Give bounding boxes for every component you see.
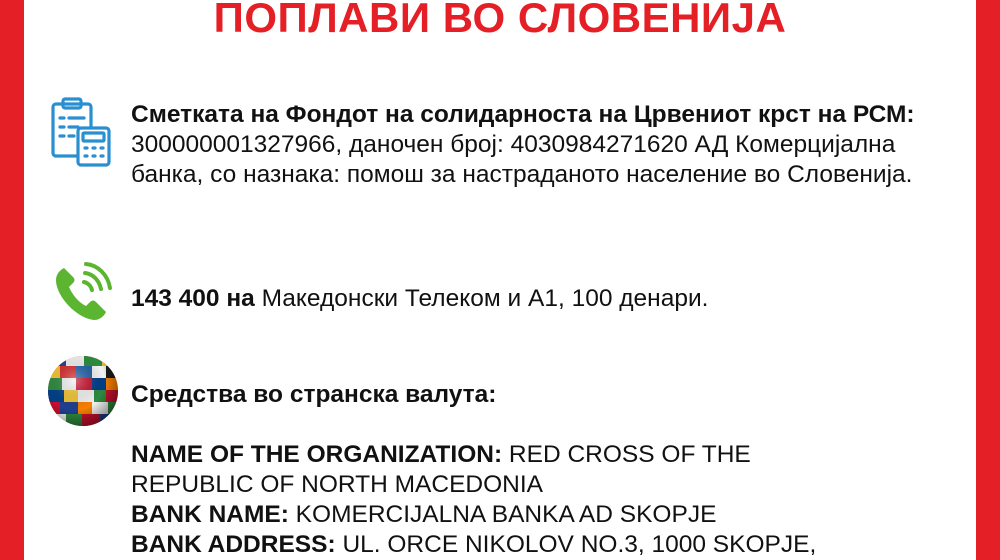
account-details: 300000001327966, даночен број: 4030984271620 АД Комерцијална банка, со назнака: помош за настраданото население во Словенија. xyxy=(131,131,913,188)
bank-address-value: UL. ORCE NIKOLOV NO.3, 1000 SKOPJE, xyxy=(335,531,817,558)
phone-icon xyxy=(52,262,112,324)
bank-name-value: KOMERCIJALNA BANKA AD SKOPJE xyxy=(288,501,717,528)
phone-number: 143 400 на xyxy=(131,285,255,312)
globe-flags-icon xyxy=(46,354,120,428)
left-border xyxy=(0,0,24,560)
bank-address-line xyxy=(131,530,961,560)
account-info xyxy=(131,100,961,190)
phone-info xyxy=(131,284,961,314)
right-border xyxy=(976,0,1000,560)
bank-name-label: BANK NAME: xyxy=(131,501,289,528)
organization-label: NAME OF THE ORGANIZATION: xyxy=(131,441,503,468)
organization-value-cont: REPUBLIC OF NORTH MACEDONIA xyxy=(131,471,544,498)
foreign-currency-info xyxy=(131,380,961,560)
clipboard-calculator-icon xyxy=(50,96,114,168)
phone-details: Македонски Телеком и А1, 100 денари. xyxy=(254,285,709,312)
foreign-currency-heading: Средства во странска валута: xyxy=(131,381,497,408)
organization-value: RED CROSS OF THE xyxy=(502,441,751,468)
page-title: ПОПЛАВИ ВО СЛОВЕНИЈА xyxy=(213,0,787,41)
account-label: Сметката на Фондот на солидарноста на Црвениот крст на РСМ: xyxy=(131,101,915,128)
bank-name-line xyxy=(131,500,961,530)
bank-address-label: BANK ADDRESS: xyxy=(131,531,336,558)
organization-line xyxy=(131,440,961,470)
